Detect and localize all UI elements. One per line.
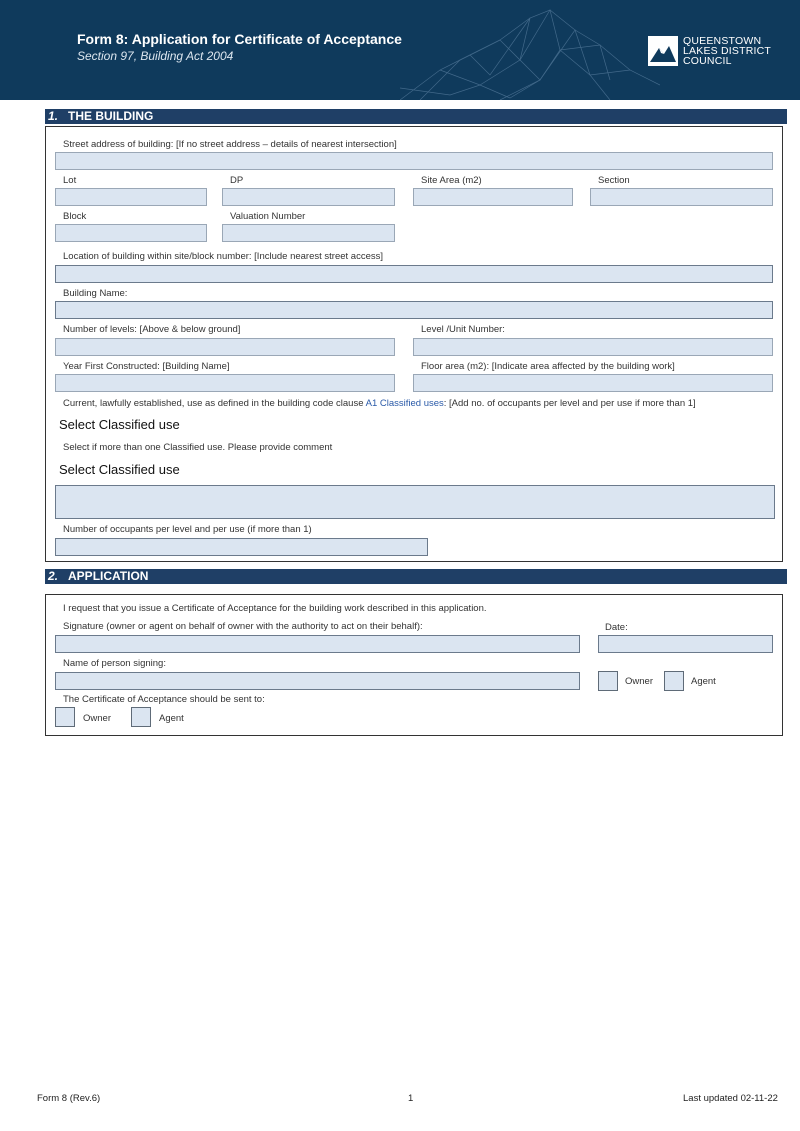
sent-to-label: The Certificate of Acceptance should be sent to: [63, 694, 265, 705]
lot-label: Lot [63, 175, 77, 186]
occupants-field[interactable] [55, 538, 428, 556]
mountain-graphic [400, 0, 660, 100]
footer-form-revision: Form 8 (Rev.6) [37, 1093, 101, 1104]
page-header [0, 0, 800, 100]
sent-to-owner-checkbox[interactable] [55, 707, 75, 727]
agent-checkbox[interactable] [664, 671, 684, 691]
block-field[interactable] [55, 224, 207, 242]
classified-use-label-end: : [Add no. of occupants per level and per use if more than 1] [443, 398, 696, 409]
owner-checkbox-label: Owner [625, 676, 653, 687]
signature-field[interactable] [55, 635, 580, 653]
floor-area-label: Floor area (m2): [Indicate area affected by the building work] [421, 361, 675, 372]
valuation-field[interactable] [222, 224, 395, 242]
street-address-label: Street address of building: [If no street address – details of nearest intersection] [63, 139, 397, 150]
classified-use-select-2[interactable]: Select Classified use [59, 462, 180, 477]
dp-field[interactable] [222, 188, 395, 206]
sent-to-agent-checkbox[interactable] [131, 707, 151, 727]
name-signing-label: Name of person signing: [63, 658, 166, 669]
section-field[interactable] [590, 188, 773, 206]
sent-to-agent-label: Agent [159, 713, 184, 724]
classified-use-comment-field[interactable] [55, 485, 775, 519]
building-name-label: Building Name: [63, 288, 128, 299]
owner-checkbox[interactable] [598, 671, 618, 691]
name-signing-field[interactable] [55, 672, 580, 690]
council-logo-text [683, 36, 771, 66]
lot-field[interactable] [55, 188, 207, 206]
logo-line-3: COUNCIL [683, 55, 732, 67]
date-label: Date: [605, 622, 628, 633]
level-unit-label: Level /Unit Number: [421, 324, 505, 335]
levels-label: Number of levels: [Above & below ground] [63, 324, 241, 335]
level-unit-field[interactable] [413, 338, 773, 356]
street-address-field[interactable] [55, 152, 773, 170]
logo-line-1: QUEENSTOWN [683, 35, 762, 47]
section-1-number: 1. [48, 109, 59, 123]
signature-label: Signature (owner or agent on behalf of owner with the authority to act on their behalf): [63, 621, 423, 632]
occupants-label: Number of occupants per level and per use (if more than 1) [63, 524, 312, 535]
levels-field[interactable] [55, 338, 395, 356]
footer-page-number: 1 [408, 1093, 414, 1104]
logo-line-2: LAKES DISTRICT [683, 45, 771, 57]
classified-use-label [63, 398, 696, 409]
section-1-title: THE BUILDING [68, 109, 154, 123]
form-subtitle: Section 97, Building Act 2004 [77, 49, 234, 63]
block-label: Block [63, 211, 87, 222]
section-2-number: 2. [48, 569, 59, 583]
classified-use-select-1[interactable]: Select Classified use [59, 417, 180, 432]
classified-use-label-start: Current, lawfully established, use as defined in the building code clause [63, 398, 366, 409]
site-area-label: Site Area (m2) [421, 175, 482, 186]
request-text: I request that you issue a Certificate of Acceptance for the building work described in this application. [63, 603, 487, 614]
location-field[interactable] [55, 265, 773, 283]
location-label: Location of building within site/block number: [Include nearest street access] [63, 251, 384, 262]
date-field[interactable] [598, 635, 773, 653]
section-2-title: APPLICATION [68, 569, 149, 583]
a1-classified-uses-link[interactable]: A1 Classified uses [365, 398, 444, 409]
footer-last-updated: Last updated 02-11-22 [683, 1093, 778, 1104]
section-2-header [45, 569, 787, 584]
floor-area-field[interactable] [413, 374, 773, 392]
section-label: Section [598, 175, 630, 186]
multi-use-label: Select if more than one Classified use. Please provide comment [63, 442, 333, 453]
form-title: Form 8: Application for Certificate of Acceptance [77, 31, 402, 47]
sent-to-owner-label: Owner [83, 713, 111, 724]
valuation-label: Valuation Number [230, 211, 306, 222]
building-name-field[interactable] [55, 301, 773, 319]
mountain-logo-icon [648, 36, 678, 66]
year-constructed-field[interactable] [55, 374, 395, 392]
agent-checkbox-label: Agent [691, 676, 716, 687]
site-area-field[interactable] [413, 188, 573, 206]
year-constructed-label: Year First Constructed: [Building Name] [63, 361, 230, 372]
council-logo [648, 36, 782, 66]
dp-label: DP [230, 175, 244, 186]
section-1-header [45, 109, 787, 124]
